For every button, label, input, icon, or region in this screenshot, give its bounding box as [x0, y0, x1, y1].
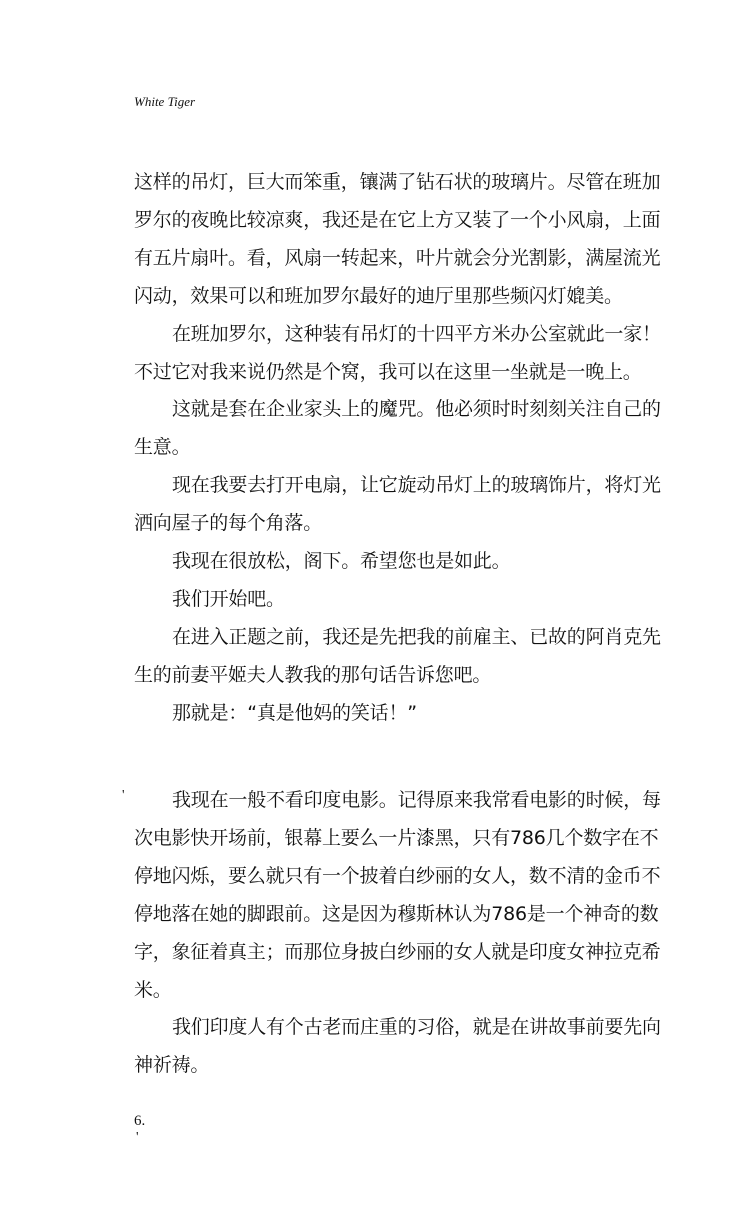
text-block-1 — [134, 164, 662, 733]
paragraph: 这就是套在企业家头上的魔咒。他必须时时刻刻关注自己的生意。 — [134, 398, 661, 459]
paragraph: 这样的吊灯，巨大而笨重，镶满了钻石状的玻璃片。尽管在班加罗尔的夜晚比较凉爽，我还是在它上方又装了一个小风扇，上面有五片扇叶。看，风扇一转起来，叶片就会分光割影，满屋流光闪动，效果可以和班加罗尔最好的迪厅里那些频闪灯媲美。 — [134, 171, 661, 307]
page-number: 6. — [134, 1113, 146, 1129]
running-header: White Tiger — [134, 94, 196, 109]
paragraph: 我现在一般不看印度电影。记得原来我常看电影的时候，每次电影快开场前，银幕上要么一片漆黑，只有786几个数字在不停地闪烁，要么就只有一个披着白纱丽的女人，数不清的金币不停地落在她的脚跟前。这是因为穆斯林认为786是一个神奇的数字，象征着真主；而那位身披白纱丽的女人就是印度女神拉克希米。 — [134, 789, 661, 1001]
stray-mark: ' — [122, 788, 125, 803]
paragraph: 现在我要去打开电扇，让它旋动吊灯上的玻璃饰片，将灯光洒向屋子的每个角落。 — [134, 474, 661, 535]
paragraph: 我们开始吧。 — [172, 587, 285, 610]
text-block-2 — [134, 782, 662, 1085]
paragraph: 我现在很放松，阁下。希望您也是如此。 — [172, 550, 511, 573]
paragraph: 在进入正题之前，我还是先把我的前雇主、已故的阿肖克先生的前妻平姬夫人教我的那句话告诉您吧。 — [134, 625, 661, 686]
stray-mark: ' — [136, 1130, 139, 1145]
paragraph: 我们印度人有个古老而庄重的习俗，就是在讲故事前要先向神祈祷。 — [134, 1016, 661, 1077]
paragraph: 那就是：“真是他妈的笑话！” — [172, 701, 417, 724]
paragraph: 在班加罗尔，这种装有吊灯的十四平方米办公室就此一家！不过它对我来说仍然是个窝，我可以在这里一坐就是一晚上。 — [134, 322, 661, 383]
